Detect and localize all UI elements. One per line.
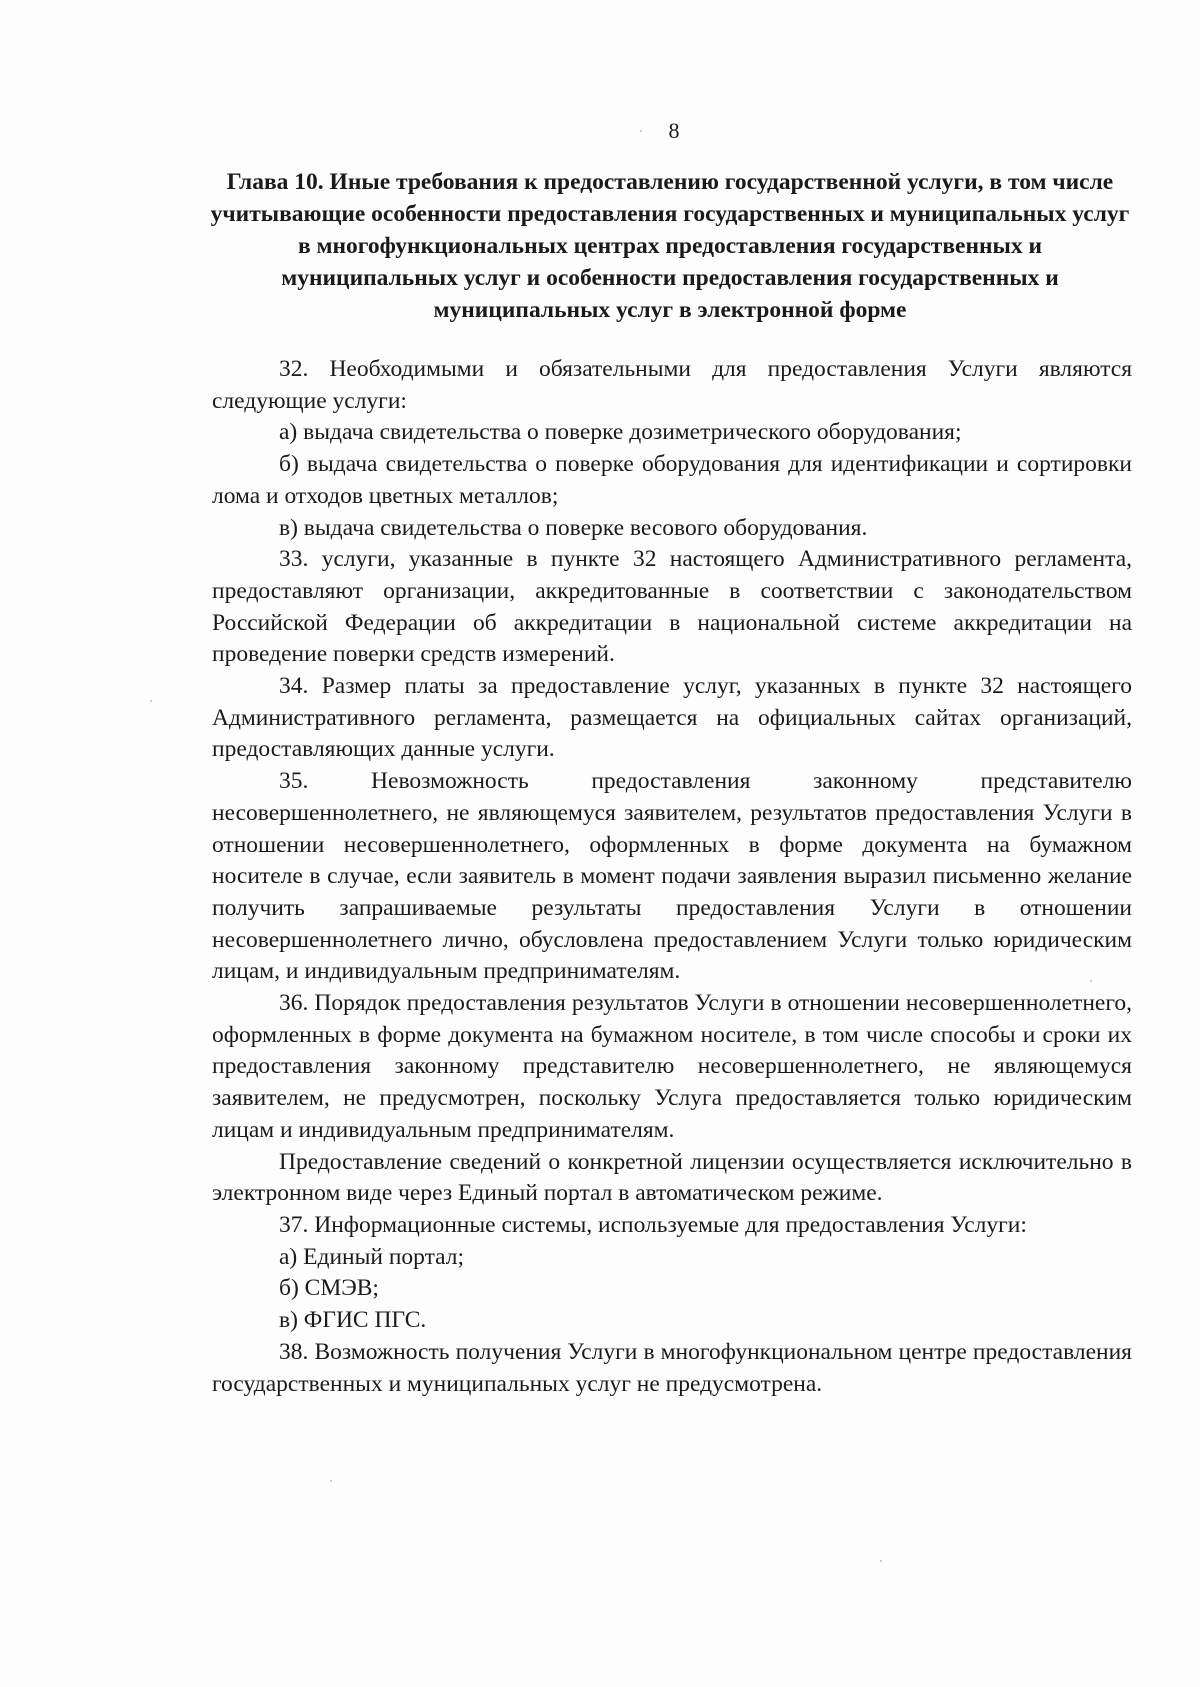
scan-speckle [150,700,152,702]
chapter-title: Глава 10. Иные требования к предоставлению государственной услуги, в том числе учитывающие особенности предоставления государственных и муниципальных услуг в многофункциональных центрах предоставления государственных и муниципальных услуг и особенности предоставления государственных и муниципальных услуг в электронной форме [210,169,1130,323]
paragraph-34: 34. Размер платы за предоставление услуг, указанных в пункте 32 настоящего Административного регламента, размещается на официальных сайтах организаций, предоставляющих данные услуги. [212,673,1132,763]
paragraph-license-info: Предоставление сведений о конкретной лицензии осуществляется исключительно в электронном виде через Единый портал в автоматическом режиме. [212,1148,1132,1207]
list-item-37a: а) Единый портал; [279,1243,465,1270]
paragraph-36: 36. Порядок предоставления результатов Услуги в отношении несовершеннолетнего, оформленных в форме документа на бумажном носителе, в том числе способы и сроки их предоставления законному представителю несовершеннолетнего, не являющемуся заявителем, не предусмотрен, поскольку Услуга предоставляется только юридическим лицам и индивидуальным предпринимателям. [212,990,1132,1143]
list-item-32b: б) выдача свидетельства о поверке оборудования для идентификации и сортировки лома и отходов цветных металлов; [212,451,1132,509]
page-number: 8 [668,118,680,143]
document-body [212,354,1132,1400]
scan-speckle [1090,980,1092,982]
paragraph-38: 38. Возможность получения Услуги в многофункциональном центре предоставления государственных и муниципальных услуг не предусмотрена. [212,1338,1132,1397]
paragraph-32: 32. Необходимыми и обязательными для предоставления Услуги являются следующие услуги: [212,356,1132,414]
list-item-37c: в) ФГИС ПГС. [279,1307,427,1334]
scan-speckle [640,130,642,132]
paragraph-35: 35. Невозможность предоставления законному представителю несовершеннолетнего, не являющемуся заявителем, результатов предоставления Услуги в отношении несовершеннолетнего, оформленных в форме документа на бумажном носителе в случае, если заявитель в момент подачи заявления выразил письменно желание получить запрашиваемые результаты предоставления Услуги в отношении несовершеннолетнего лично, обусловлена предоставлением Услуги только юридическим лицам, и индивидуальным предпринимателям. [212,768,1132,985]
list-item-32c: в) выдача свидетельства о поверке весового оборудования. [279,514,868,541]
scan-speckle [880,1560,882,1562]
scan-speckle [330,1480,332,1482]
list-item-32a: а) выдача свидетельства о поверке дозиметрического оборудования; [279,419,962,446]
paragraph-33: 33. услуги, указанные в пункте 32 настоящего Административного регламента, предоставляют организации, аккредитованные в соответствии с законодательством Российской Федерации об аккредитации в национальной системе аккредитации на проведение поверки средств измерений. [212,546,1132,668]
paragraph-37: 37. Информационные системы, используемые для предоставления Услуги: [279,1211,1027,1238]
list-item-37b: б) СМЭВ; [279,1275,379,1302]
